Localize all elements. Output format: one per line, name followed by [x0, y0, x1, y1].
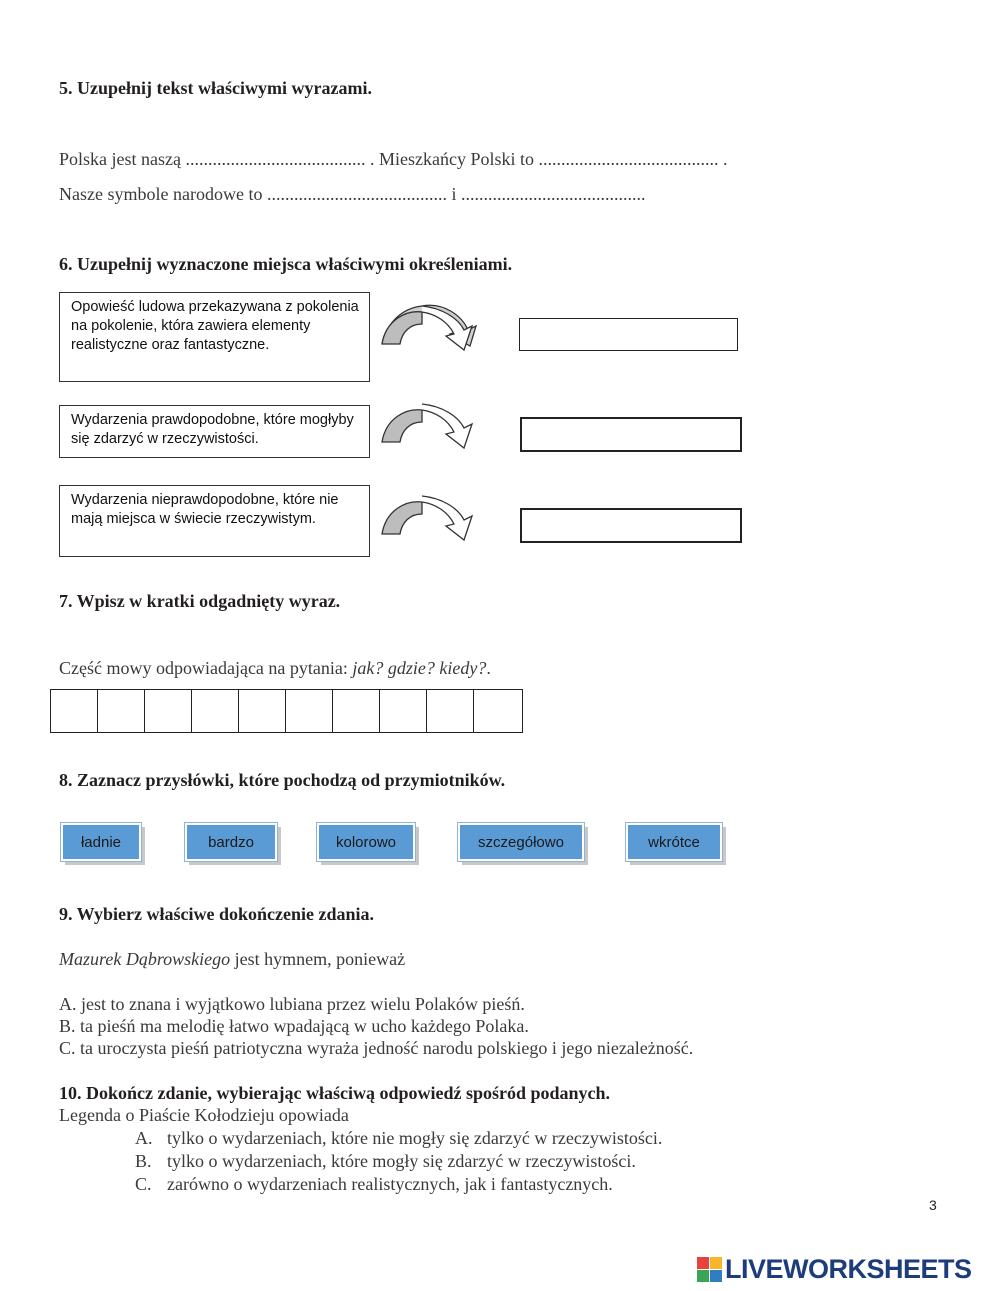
task5-line2: Nasze symbole narodowe to ........................................ i .........................................: [59, 184, 646, 204]
option-chip-wkrotce[interactable]: wkrótce: [626, 823, 722, 861]
letter-cell[interactable]: [427, 690, 474, 732]
definition-box-2: Wydarzenia prawdopodobne, które mogłyby się zdarzyć w rzeczywistości.: [59, 405, 370, 458]
definition-box-1: Opowieść ludowa przekazywana z pokolenia na pokolenie, która zawiera elementy realistyczne oraz fantastyczne.: [59, 292, 370, 382]
option-chip-ladnie[interactable]: ładnie: [61, 823, 141, 861]
task7-prompt-questions: jak? gdzie? kiedy?: [352, 658, 487, 678]
answer-box-3[interactable]: [520, 508, 742, 543]
task7-heading: 7. Wpisz w kratki odgadnięty wyraz.: [59, 591, 341, 611]
task9-heading: 9. Wybierz właściwe dokończenie zdania.: [59, 904, 374, 924]
task7-prompt: [59, 658, 491, 679]
option-letter: B.: [135, 1151, 152, 1171]
letter-cell[interactable]: [239, 690, 286, 732]
definition-box-3: Wydarzenia nieprawdopodobne, które nie mają miejsca w świecie rzeczywistym.: [59, 485, 370, 557]
task9-stem-text: jest hymnem, ponieważ: [230, 949, 406, 969]
answer-box-1[interactable]: [519, 318, 738, 351]
letter-cell[interactable]: [98, 690, 145, 732]
option-chip-kolorowo[interactable]: kolorowo: [317, 823, 415, 861]
letter-cell[interactable]: [145, 690, 192, 732]
option-letter: C.: [135, 1174, 152, 1194]
task6-heading: 6. Uzupełnij wyznaczone miejsca właściwymi określeniami.: [59, 254, 513, 274]
task9-option-a[interactable]: A. jest to znana i wyjątkowo lubiana przez wielu Polaków pieśń.: [59, 994, 525, 1014]
letter-cell[interactable]: [51, 690, 98, 732]
letter-cell[interactable]: [380, 690, 427, 732]
task9-option-b[interactable]: B. ta pieśń ma melodię łatwo wpadającą w ucho każdego Polaka.: [59, 1016, 529, 1036]
logo-text: LIVEWORKSHEETS: [725, 1253, 972, 1284]
task10-option-c[interactable]: [135, 1174, 613, 1195]
liveworksheets-logo: [697, 1254, 972, 1284]
curved-arrow-icon: [378, 494, 478, 546]
curved-arrow-icon: [378, 304, 478, 356]
logo-squares-icon: [697, 1257, 722, 1282]
answer-box-2[interactable]: [520, 417, 742, 452]
page-number: 3: [929, 1197, 937, 1213]
letter-cell[interactable]: [333, 690, 380, 732]
letter-cell[interactable]: [474, 690, 522, 732]
option-letter: A.: [135, 1128, 153, 1148]
option-text: tylko o wydarzeniach, które nie mogły się zdarzyć w rzeczywistości.: [167, 1128, 663, 1148]
task5-line1: Polska jest naszą ........................................ . Mieszkańcy Polski to ........................................ .: [59, 149, 728, 169]
option-text: zarówno o wydarzeniach realistycznych, jak i fantastycznych.: [167, 1174, 613, 1194]
option-chip-bardzo[interactable]: bardzo: [185, 823, 277, 861]
task7-prompt-text: Część mowy odpowiadająca na pytania:: [59, 658, 353, 678]
task9-stem-title: Mazurek Dąbrowskiego: [59, 949, 231, 969]
task8-heading: 8. Zaznacz przysłówki, które pochodzą od przymiotników.: [59, 770, 506, 790]
task7-prompt-end: .: [486, 658, 491, 678]
letter-cell[interactable]: [192, 690, 239, 732]
task10-option-a[interactable]: [135, 1128, 662, 1149]
letter-cell[interactable]: [286, 690, 333, 732]
task10-heading: 10. Dokończ zdanie, wybierając właściwą odpowiedź spośród podanych.: [59, 1083, 611, 1103]
task9-stem: [59, 949, 405, 970]
letter-grid: [50, 689, 523, 733]
option-text: tylko o wydarzeniach, które mogły się zdarzyć w rzeczywistości.: [167, 1151, 636, 1171]
option-chip-szczegolowo[interactable]: szczegółowo: [458, 823, 584, 861]
task9-option-c[interactable]: C. ta uroczysta pieśń patriotyczna wyraża jedność narodu polskiego i jego niezależność.: [59, 1038, 694, 1058]
task10-stem: Legenda o Piaście Kołodzieju opowiada: [59, 1105, 349, 1125]
task5-heading: 5. Uzupełnij tekst właściwymi wyrazami.: [59, 78, 372, 98]
curved-arrow-icon: [378, 402, 478, 454]
task10-option-b[interactable]: [135, 1151, 636, 1172]
